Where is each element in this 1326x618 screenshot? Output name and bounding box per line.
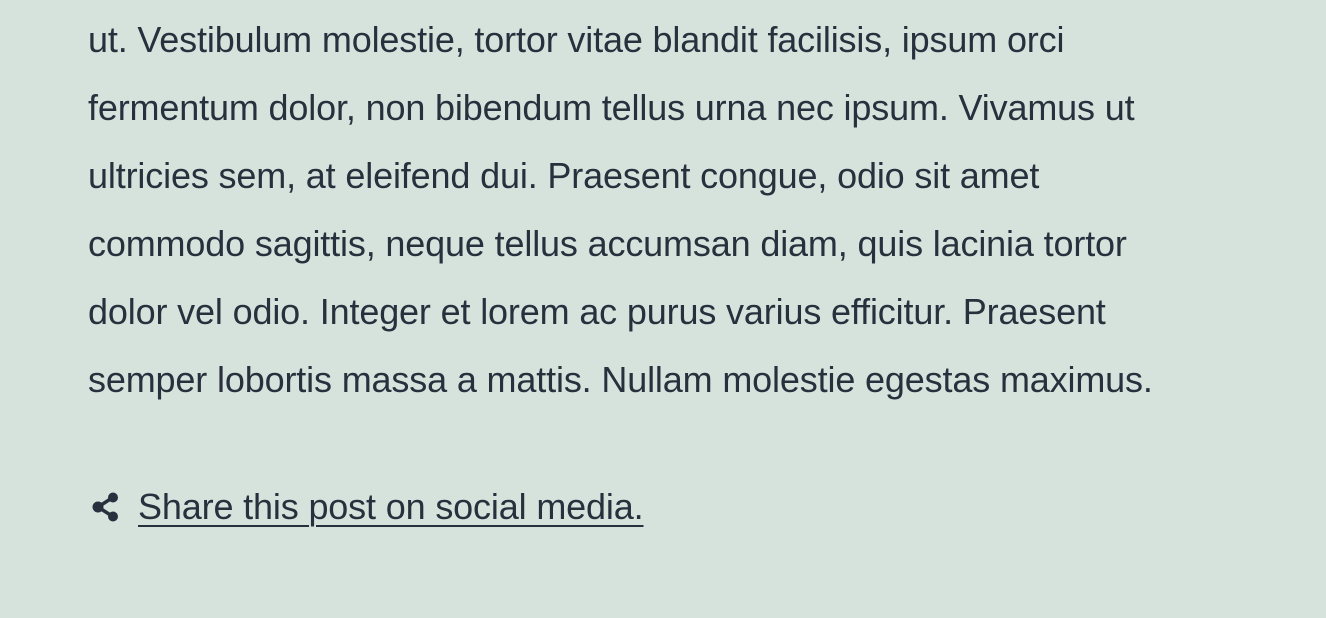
paragraph-line-6: semper lobortis massa a mattis. Nullam molestie egestas maximus. [88, 359, 1153, 400]
article-paragraph [88, 6, 1288, 414]
article-content [88, 6, 1288, 414]
paragraph-line-1: ut. Vestibulum molestie, tortor vitae blandit facilisis, ipsum orci [88, 19, 1065, 60]
paragraph-line-2: fermentum dolor, non bibendum tellus urna nec ipsum. Vivamus ut [88, 87, 1135, 128]
share-link[interactable]: Share this post on social media. [138, 486, 644, 527]
paragraph-line-4: commodo sagittis, neque tellus accumsan diam, quis lacinia tortor [88, 223, 1127, 264]
paragraph-line-5: dolor vel odio. Integer et lorem ac purus varius efficitur. Praesent [88, 291, 1106, 332]
share-row [88, 482, 643, 532]
paragraph-line-3: ultricies sem, at eleifend dui. Praesent congue, odio sit amet [88, 155, 1040, 196]
share-icon [88, 489, 124, 525]
